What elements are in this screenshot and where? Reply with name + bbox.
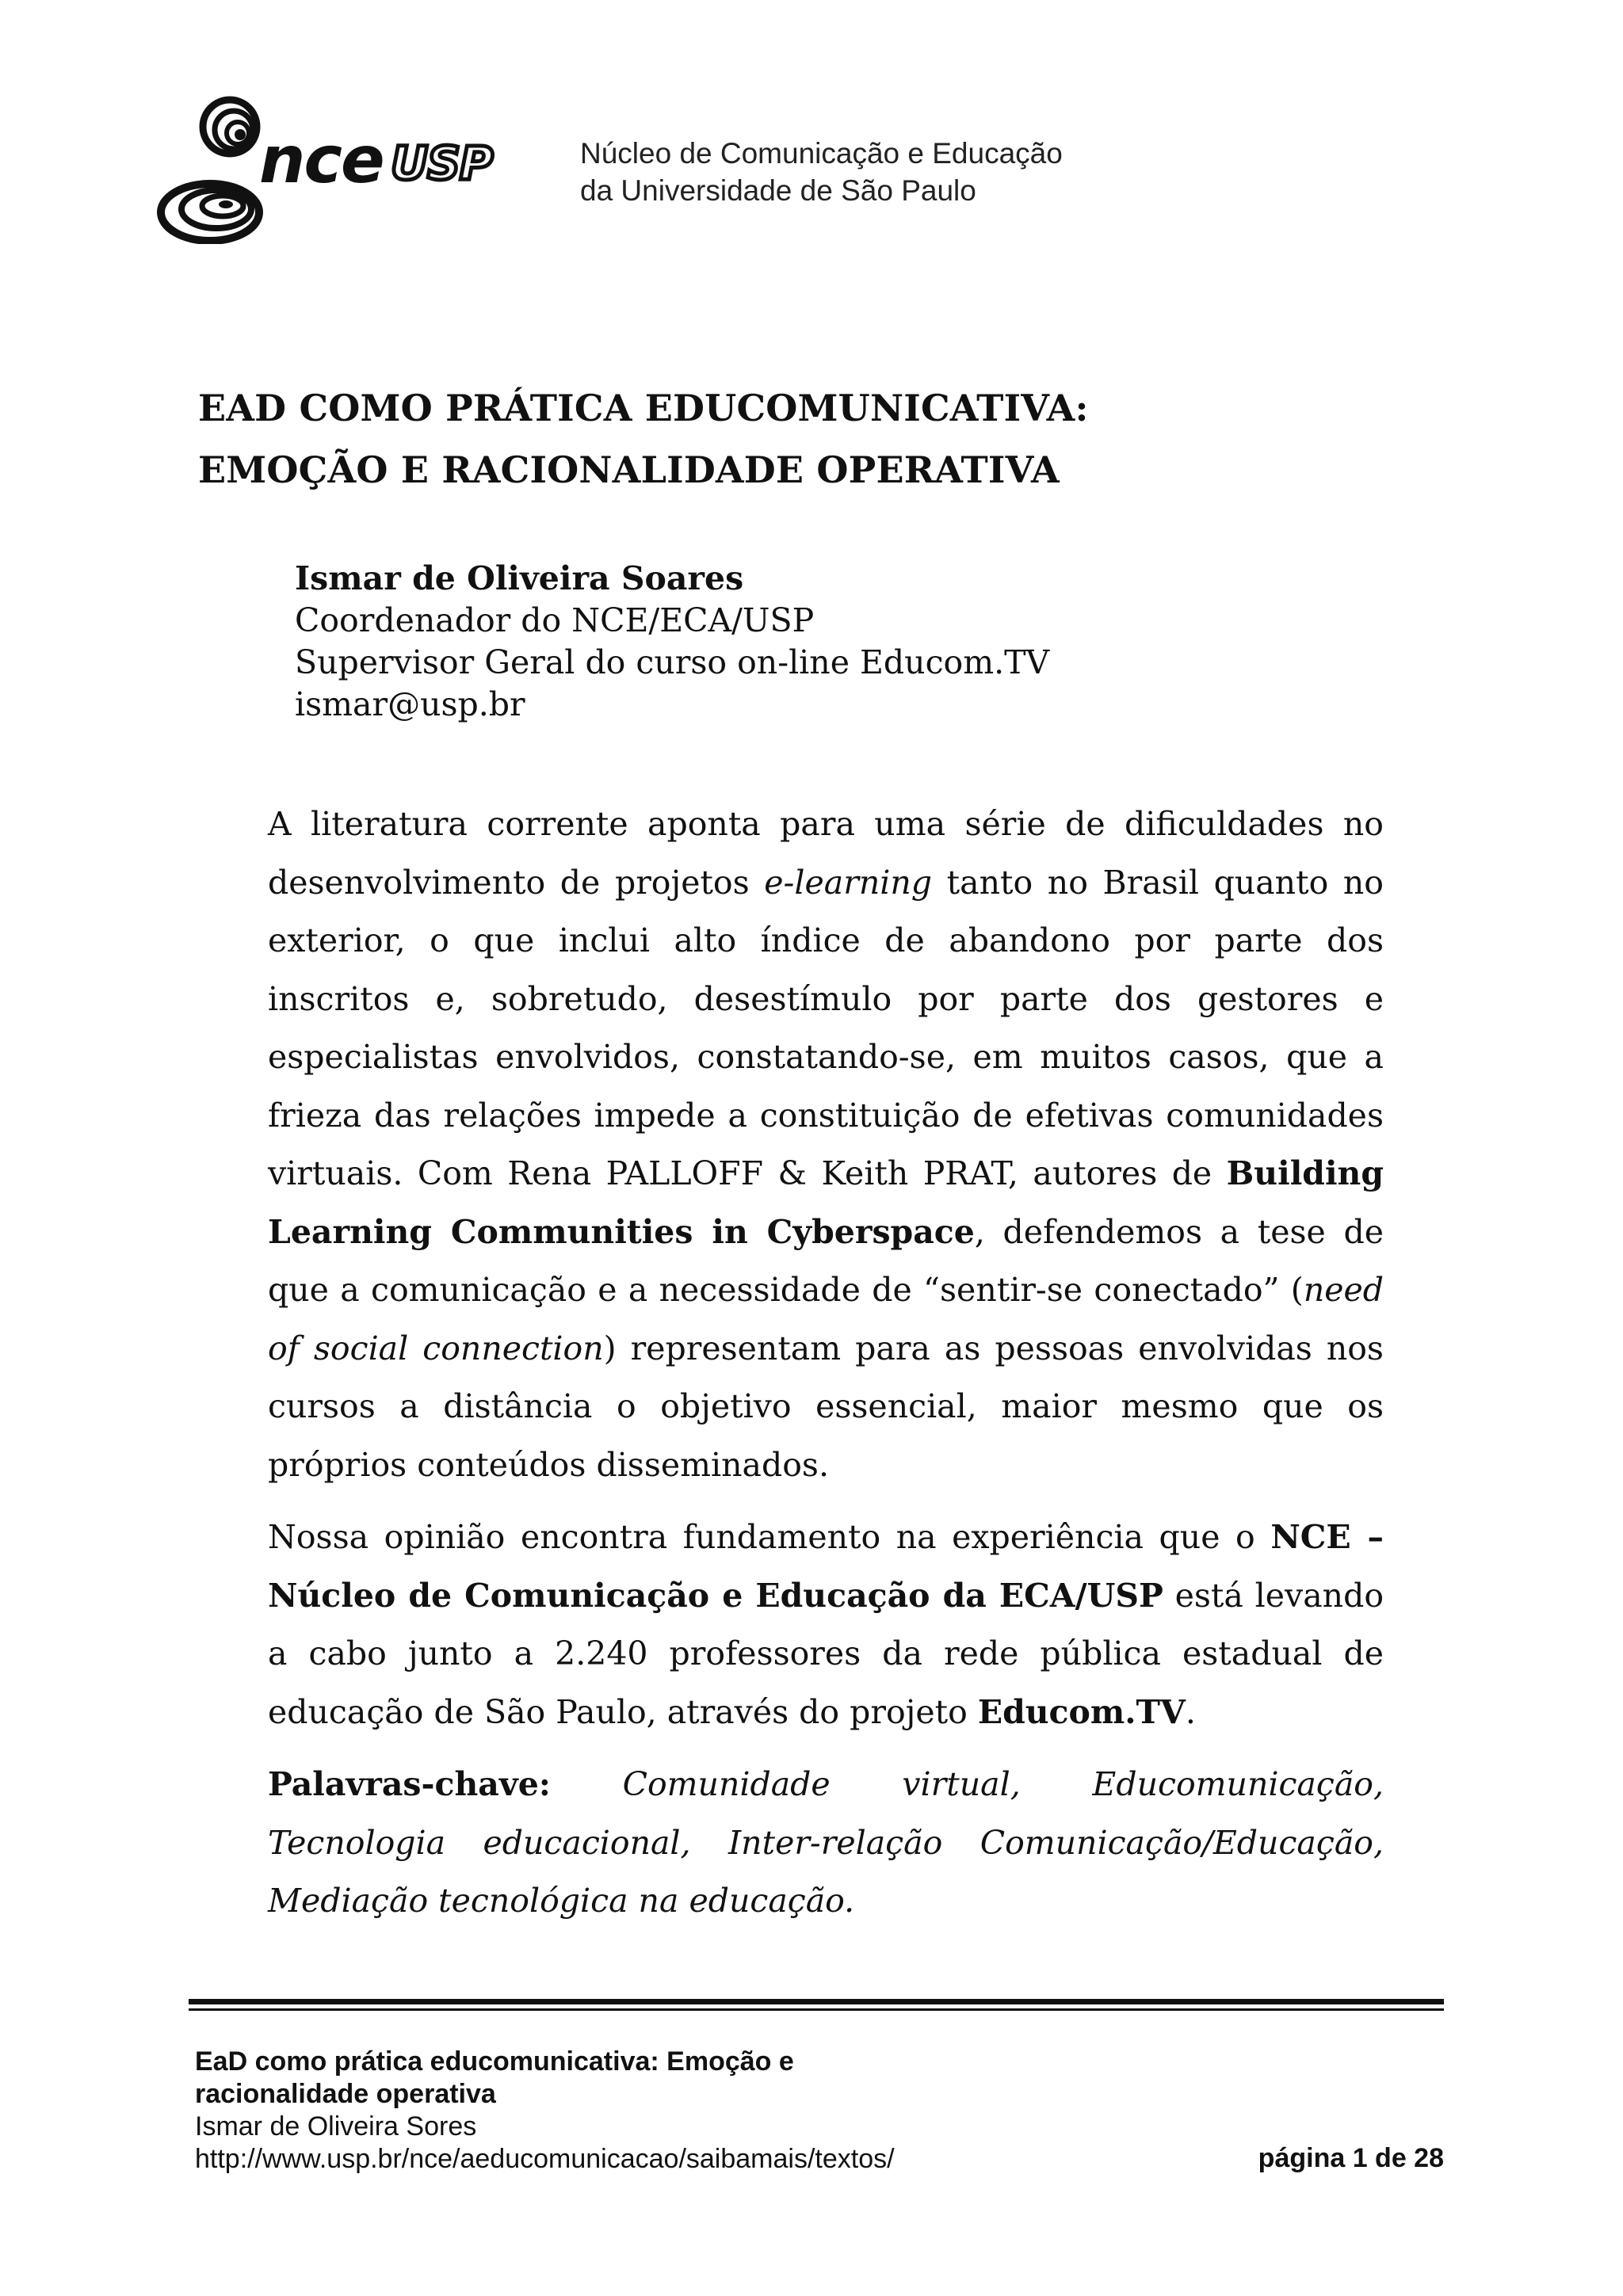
- text-run: .: [1185, 1692, 1196, 1731]
- text-run: Nossa opinião encontra fundamento na experiência que o: [268, 1518, 1271, 1556]
- keywords-label: Palavras-chave:: [268, 1765, 551, 1803]
- author-role-2: Supervisor Geral do curso on-line Educom.TV: [295, 643, 1050, 681]
- author-email: ismar@usp.br: [295, 685, 525, 723]
- text-run: tanto no Brasil quanto no exterior, o que inclui alto índice de abandono por parte dos inscritos e, sobretudo, desestímulo por parte dos gestores e especialistas envolvidos, constatando-se, em muitos casos, que a frieza das relações impede a constituição de efetivas comunidades virtuais. Com Rena PALLOFF & Keith PRAT, autores de: [268, 863, 1384, 1192]
- footer-divider-thin: [189, 2008, 1444, 2011]
- book-title: Building Learning Communities in Cyberspace: [268, 1154, 1384, 1251]
- footer-url[interactable]: http://www.usp.br/nce/aeducomunicacao/saibamais/textos/: [195, 2144, 895, 2174]
- keywords-paragraph: [268, 1756, 1384, 1931]
- document-title: [198, 377, 1089, 501]
- svg-text:nce: nce: [259, 123, 384, 198]
- text-run: está levando a cabo junto a 2.240 professores da rede pública estadual de educação de São Paulo, através do projeto: [268, 1576, 1384, 1731]
- project-name: Educom.TV: [977, 1692, 1186, 1731]
- author-name: Ismar de Oliveira Soares: [295, 559, 744, 597]
- text-run: A literatura corrente aponta para uma série de dificuldades no desenvolvimento de projetos: [268, 805, 1384, 902]
- nce-usp-logo: [155, 93, 503, 244]
- author-block: [295, 558, 1049, 726]
- footer: [195, 2046, 895, 2176]
- footer-title-line-2: racionalidade operativa: [195, 2079, 496, 2109]
- organization-name: NCE – Núcleo de Comunicação e Educação da ECA/USP: [268, 1518, 1384, 1615]
- institution-name: [580, 135, 1063, 209]
- institution-line-2: da Universidade de São Paulo: [580, 174, 976, 207]
- abstract-paragraph-2: [268, 1508, 1384, 1741]
- footer-title-line-1: EaD como prática educomunicativa: Emoção e: [195, 2046, 794, 2077]
- text-run: , defendemos a tese de que a comunicação e a necessidade de “sentir-se conectado” (: [268, 1212, 1384, 1309]
- emphasis-term: need of social connection: [268, 1271, 1384, 1367]
- emphasis-term: e-learning: [764, 863, 933, 902]
- abstract: [268, 795, 1384, 1931]
- keywords-list: Comunidade virtual, Educomunicação, Tecnologia educacional, Inter-relação Comunicação/Educação, Mediação tecnológica na educação.: [268, 1765, 1384, 1920]
- title-line-2: EMOÇÃO E RACIONALIDADE OPERATIVA: [198, 448, 1060, 491]
- svg-text:USP: USP: [391, 136, 493, 190]
- author-role-1: Coordenador do NCE/ECA/USP: [295, 601, 815, 639]
- page-number: página 1 de 28: [1258, 2143, 1444, 2173]
- footer-divider-thick: [189, 1999, 1444, 2004]
- footer-author: Ismar de Oliveira Sores: [195, 2111, 477, 2142]
- title-line-1: EAD COMO PRÁTICA EDUCOMUNICATIVA:: [198, 387, 1089, 429]
- text-run: ) representam para as pessoas envolvidas nos cursos a distância o objetivo essencial, maior mesmo que os próprios conteúdos disseminados.: [268, 1329, 1384, 1484]
- abstract-paragraph-1: [268, 795, 1384, 1494]
- institution-line-1: Núcleo de Comunicação e Educação: [580, 137, 1063, 170]
